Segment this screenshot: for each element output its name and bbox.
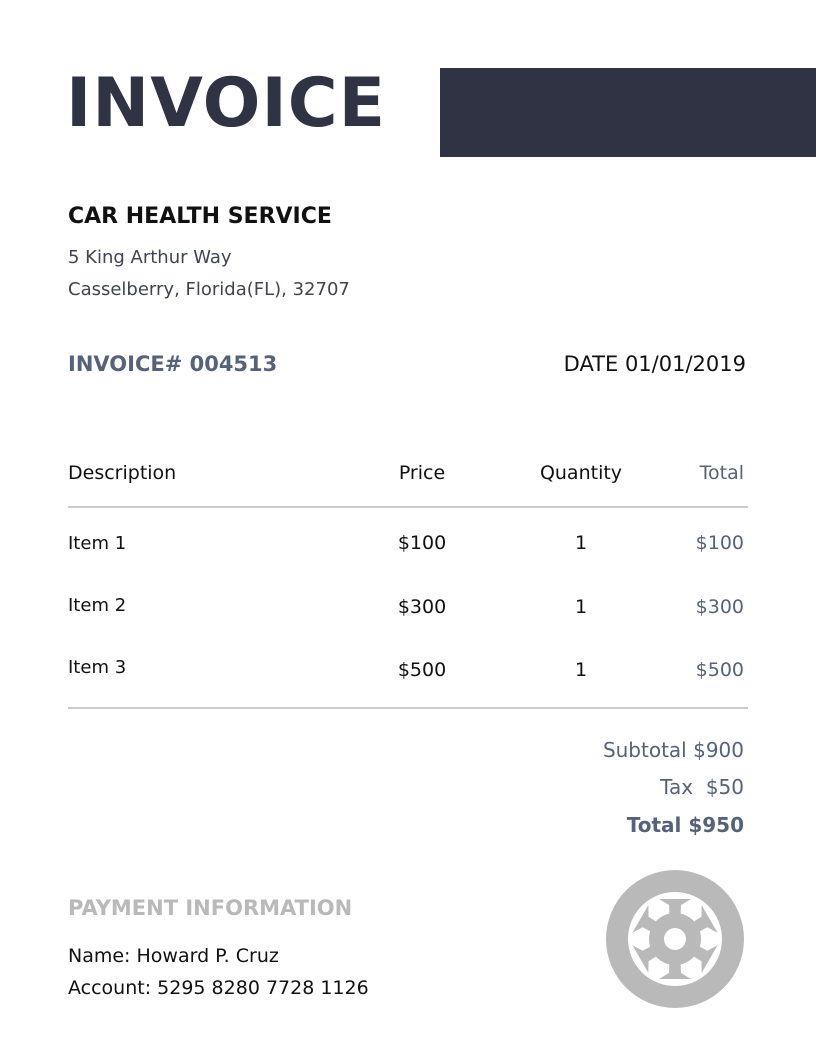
invoice-number: INVOICE# 004513 bbox=[68, 352, 278, 376]
row-total: $300 bbox=[695, 596, 744, 618]
invoice-title: INVOICE bbox=[66, 64, 387, 143]
subtotal: Subtotal $900 bbox=[602, 738, 744, 762]
company-address-line1: 5 King Arthur Way bbox=[68, 247, 232, 268]
grand-total: Total $950 bbox=[626, 813, 744, 837]
table-top-rule bbox=[68, 506, 748, 508]
tax: Tax $50 bbox=[660, 775, 744, 799]
row-description: Item 2 bbox=[68, 595, 127, 616]
company-address-line2: Casselberry, Florida(FL), 32707 bbox=[68, 279, 350, 300]
row-total: $500 bbox=[695, 659, 744, 681]
company-name: CAR HEALTH SERVICE bbox=[68, 204, 332, 229]
header-total: Total bbox=[699, 462, 744, 484]
row-price: $300 bbox=[397, 596, 447, 618]
payment-heading: PAYMENT INFORMATION bbox=[68, 896, 353, 920]
table-bottom-rule bbox=[68, 707, 748, 709]
row-total: $100 bbox=[695, 532, 744, 554]
header-bar bbox=[440, 68, 816, 157]
row-description: Item 3 bbox=[68, 657, 127, 678]
header-description: Description bbox=[68, 462, 177, 484]
payment-account: Account: 5295 8280 7728 1126 bbox=[68, 977, 369, 999]
wheel-icon bbox=[606, 870, 744, 1008]
header-price: Price bbox=[398, 462, 446, 484]
row-quantity: 1 bbox=[574, 596, 588, 618]
row-quantity: 1 bbox=[574, 659, 588, 681]
header-quantity: Quantity bbox=[539, 462, 623, 484]
row-description: Item 1 bbox=[68, 533, 127, 554]
invoice-date: DATE 01/01/2019 bbox=[563, 352, 746, 376]
payment-name: Name: Howard P. Cruz bbox=[68, 945, 279, 967]
row-quantity: 1 bbox=[574, 532, 588, 554]
row-price: $100 bbox=[397, 532, 447, 554]
row-price: $500 bbox=[397, 659, 447, 681]
